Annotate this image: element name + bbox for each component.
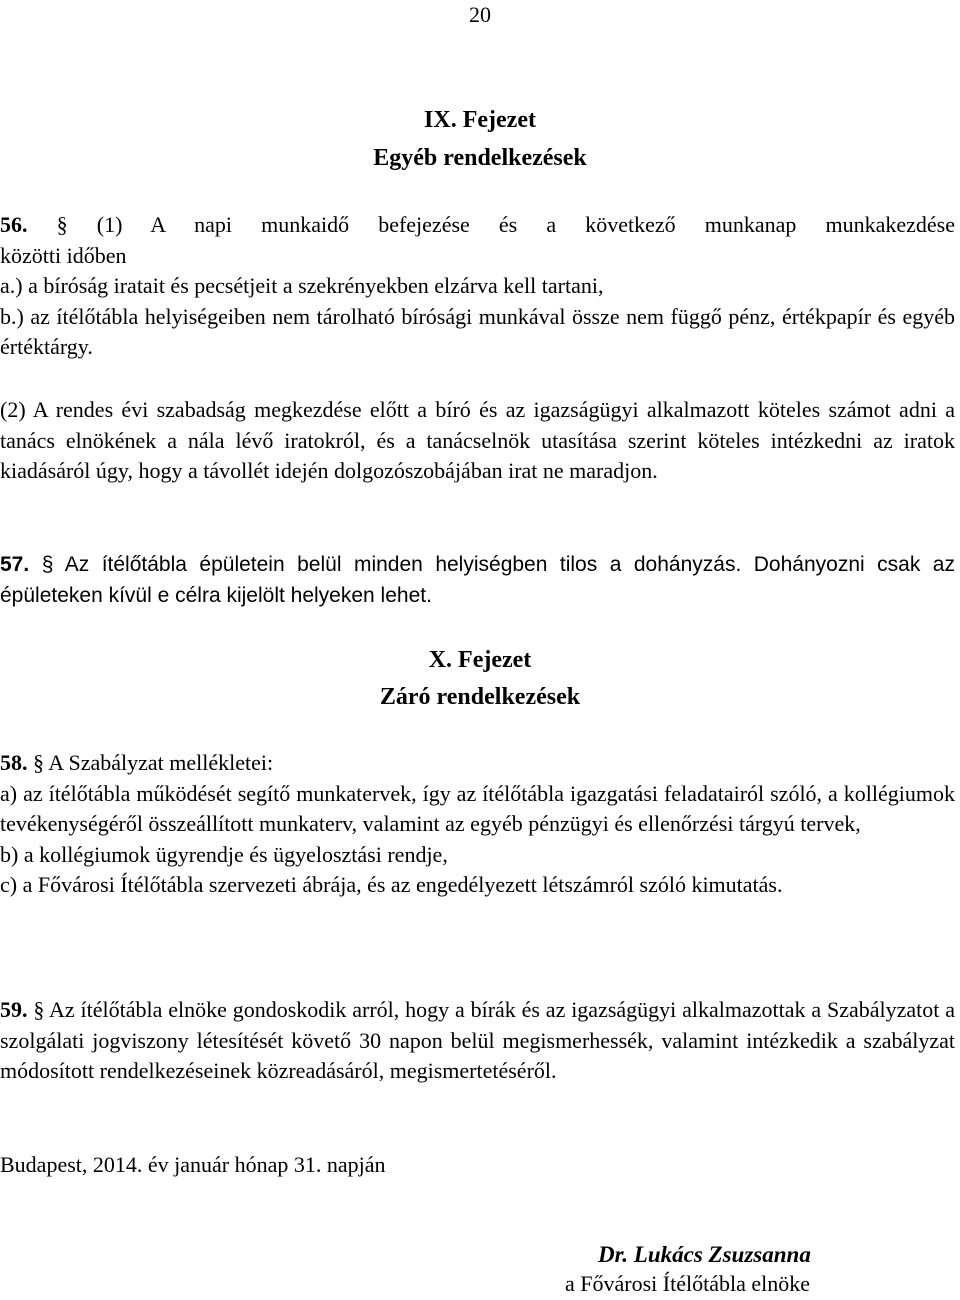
section-symbol: §: [56, 212, 68, 237]
section-58-item-b: b) a kollégiumok ügyrendje és ügyelosztási rendje,: [0, 841, 448, 867]
section-59-number: 59.: [0, 997, 28, 1022]
section-58-number: 58.: [0, 750, 28, 775]
section-symbol: §: [41, 553, 54, 576]
section-57: [0, 550, 955, 611]
chapter-9-number: IX. Fejezet: [424, 107, 536, 133]
section-58-item-a: a) az ítélőtábla működését segítő munkatervek, így az ítélőtábla igazgatási feladatairól szóló, a kollégiumok tevékenységéről összeállított munkaterv, valamint az egyéb pénzügyi és ellenőrzési tárgyú tervek,: [0, 780, 955, 836]
signatory-title: a Fővárosi Ítélőtábla elnöke: [565, 1271, 810, 1296]
section-56-item-b: b.) az ítélőtábla helyiségeiben nem tárolható bírósági munkával össze nem függő pénz, értékpapír és egyéb értéktárgy.: [0, 303, 955, 359]
chapter-10-number: X. Fejezet: [428, 647, 532, 673]
section-56-item-a: a.) a bíróság iratait és pecsétjeit a szekrényekben elzárva kell tartani,: [0, 273, 604, 298]
section-59-text: Az ítélőtábla elnöke gondoskodik arról, hogy a bírák és az igazságügyi alkalmazottak a Szabályzatot a szolgálati jogviszony létesítését követő 30 napon belül megismerhessék, valamint intézkedik a szabályzat módosított rendelkezéseinek közreadásáról, megismertetéséről.: [0, 997, 955, 1083]
date-line: Budapest, 2014. év január hónap 31. napján: [0, 1152, 386, 1177]
section-56-paragraph-2: (2) A rendes évi szabadság megkezdése előtt a bíró és az igazságügyi alkalmazott köteles számot adni a tanács elnökének a nála lévő iratokról, és a tanácselnök utasítása szerint köteles intézkedni az iratok kiadásáról úgy, hogy a távollét idején dolgozószobájában irat ne maradjon.: [0, 397, 955, 483]
signatory-name: Dr. Lukács Zsuzsanna: [598, 1242, 811, 1267]
page-number: 20: [469, 2, 491, 27]
chapter-10-title: Záró rendelkezések: [379, 684, 581, 710]
section-59: [0, 995, 955, 1087]
chapter-9-title: Egyéb rendelkezések: [373, 145, 587, 171]
section-58: [0, 748, 955, 901]
signature-block: [565, 1240, 960, 1298]
section-symbol: §: [33, 997, 45, 1022]
section-56-p1-intro: (1) A napi munkaidő befejezése és a következő munkanap munkakezdése: [96, 212, 956, 237]
section-56-intro-line: [0, 210, 955, 241]
section-57-number: 57.: [0, 553, 30, 576]
section-56-number: 56.: [0, 212, 28, 237]
section-symbol: §: [33, 750, 44, 775]
section-56-p1-intro-cont: közötti időben: [0, 242, 127, 268]
section-58-item-c: c) a Fővárosi Ítélőtábla szervezeti ábrája, és az engedélyezett létszámról szóló kimutatás.: [0, 872, 783, 897]
section-58-intro-line: [0, 748, 955, 779]
section-56: [0, 210, 955, 363]
section-58-intro: A Szabályzat mellékletei:: [48, 750, 274, 775]
section-57-text: Az ítélőtábla épületein belül minden helyiségben tilos a dohányzás. Dohányozni csak az épületeken kívül e célra kijelölt helyeken lehet.: [0, 553, 955, 607]
